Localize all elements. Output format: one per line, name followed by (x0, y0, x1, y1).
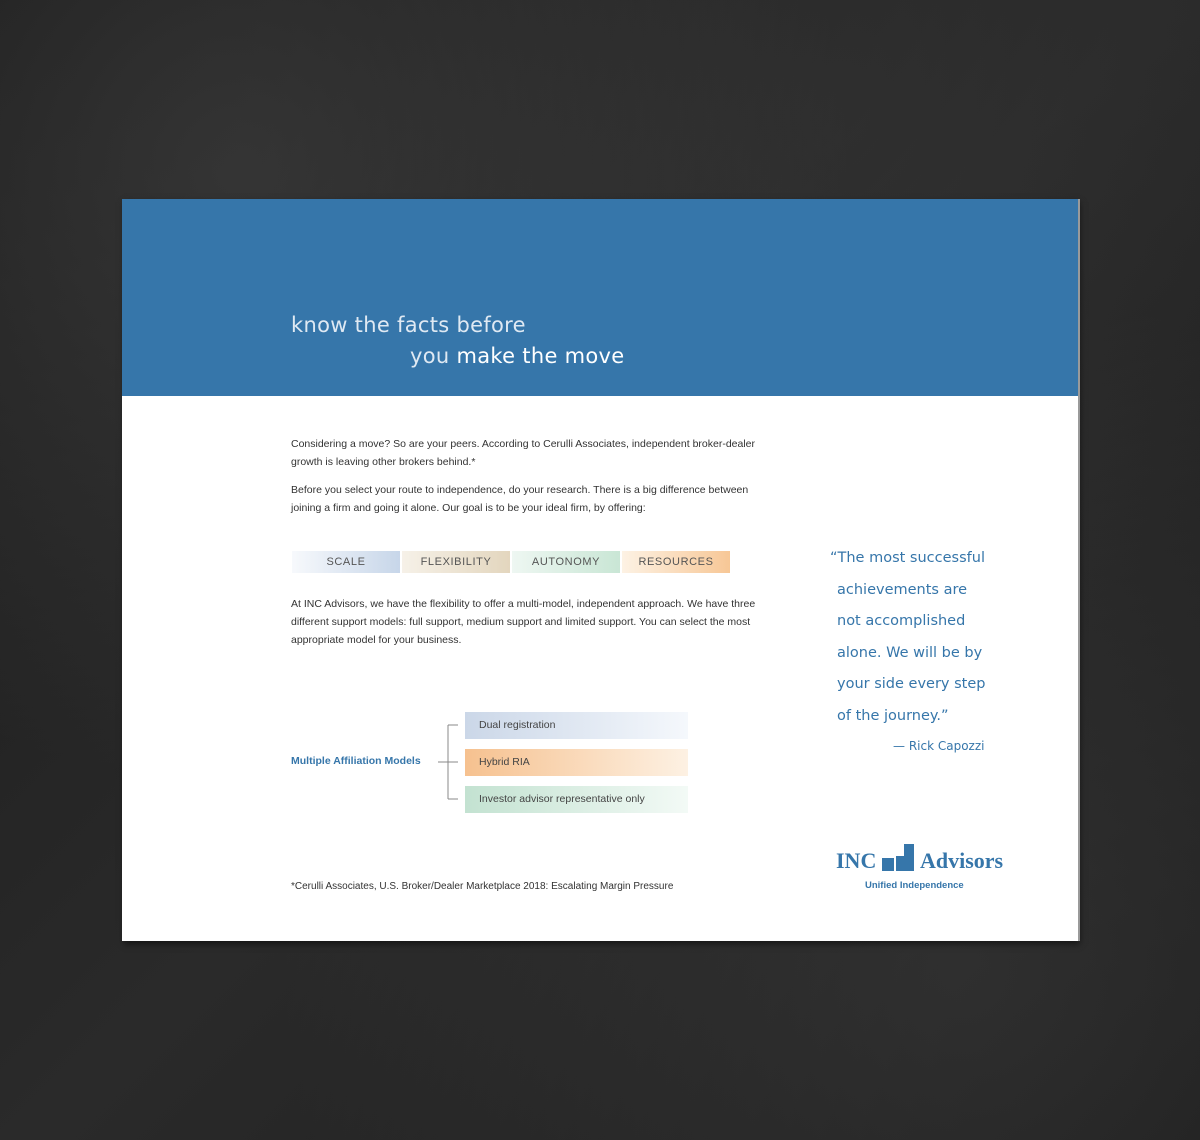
logo-word-inc: INC (836, 848, 877, 873)
pillar-autonomy: AUTONOMY (512, 551, 620, 573)
footnote: *Cerulli Associates, U.S. Broker/Dealer Marketplace 2018: Escalating Margin Pressure (291, 881, 674, 892)
headline-line-2-light: you (410, 344, 457, 368)
pillar-scale: SCALE (292, 551, 400, 573)
affiliation-model-hybrid-ria: Hybrid RIA (465, 749, 688, 776)
quote-line-6: of the journey.” (837, 707, 949, 724)
offering-pillars (292, 551, 732, 573)
quote-line-2: achievements are (837, 581, 968, 598)
affiliation-model-dual-registration: Dual registration (465, 712, 688, 739)
quote-line-3: not accomplished (837, 613, 966, 629)
affiliation-models-label: Multiple Affiliation Models (291, 755, 421, 767)
headline-line-2-strong: make the move (456, 344, 625, 368)
quote-line-1: “The most successful (830, 550, 985, 566)
headline-line-1: know the facts before (291, 313, 526, 337)
affiliation-bracket (432, 717, 464, 807)
quote-line-4: alone. We will be by (837, 644, 983, 661)
header-band (122, 199, 1078, 396)
intro-paragraph: Considering a move? So are your peers. According to Cerulli Associates, independent broker-dealer growth is leaving other brokers behind.* (291, 438, 756, 468)
pillar-resources: RESOURCES (622, 551, 730, 573)
logo-tagline: Unified Independence (865, 880, 964, 891)
research-paragraph: Before you select your route to independence, do your research. There is a big difference between joining a firm and going it alone. Our goal is to be your ideal firm, by offering: (291, 484, 749, 514)
pillar-flexibility: FLEXIBILITY (402, 551, 510, 573)
brochure-page (122, 199, 1078, 941)
pull-quote (830, 543, 1030, 732)
inc-advisors-logo (836, 842, 1016, 897)
affiliation-model-investor-advisor-rep: Investor advisor representative only (465, 786, 688, 813)
quote-line-5: your side every step (837, 676, 986, 692)
page-edge-shadow (1078, 199, 1080, 941)
approach-paragraph: At INC Advisors, we have the flexibility to offer a multi-model, independent approach. We have three different support models: full support, medium support and limited support. You can select the most appropriate model for your business. (291, 598, 756, 646)
quote-author: — Rick Capozzi (893, 739, 985, 753)
logo-word-advisors: Advisors (920, 848, 1004, 873)
headline-line-2 (410, 344, 625, 368)
logo-mark-icon (882, 844, 916, 872)
